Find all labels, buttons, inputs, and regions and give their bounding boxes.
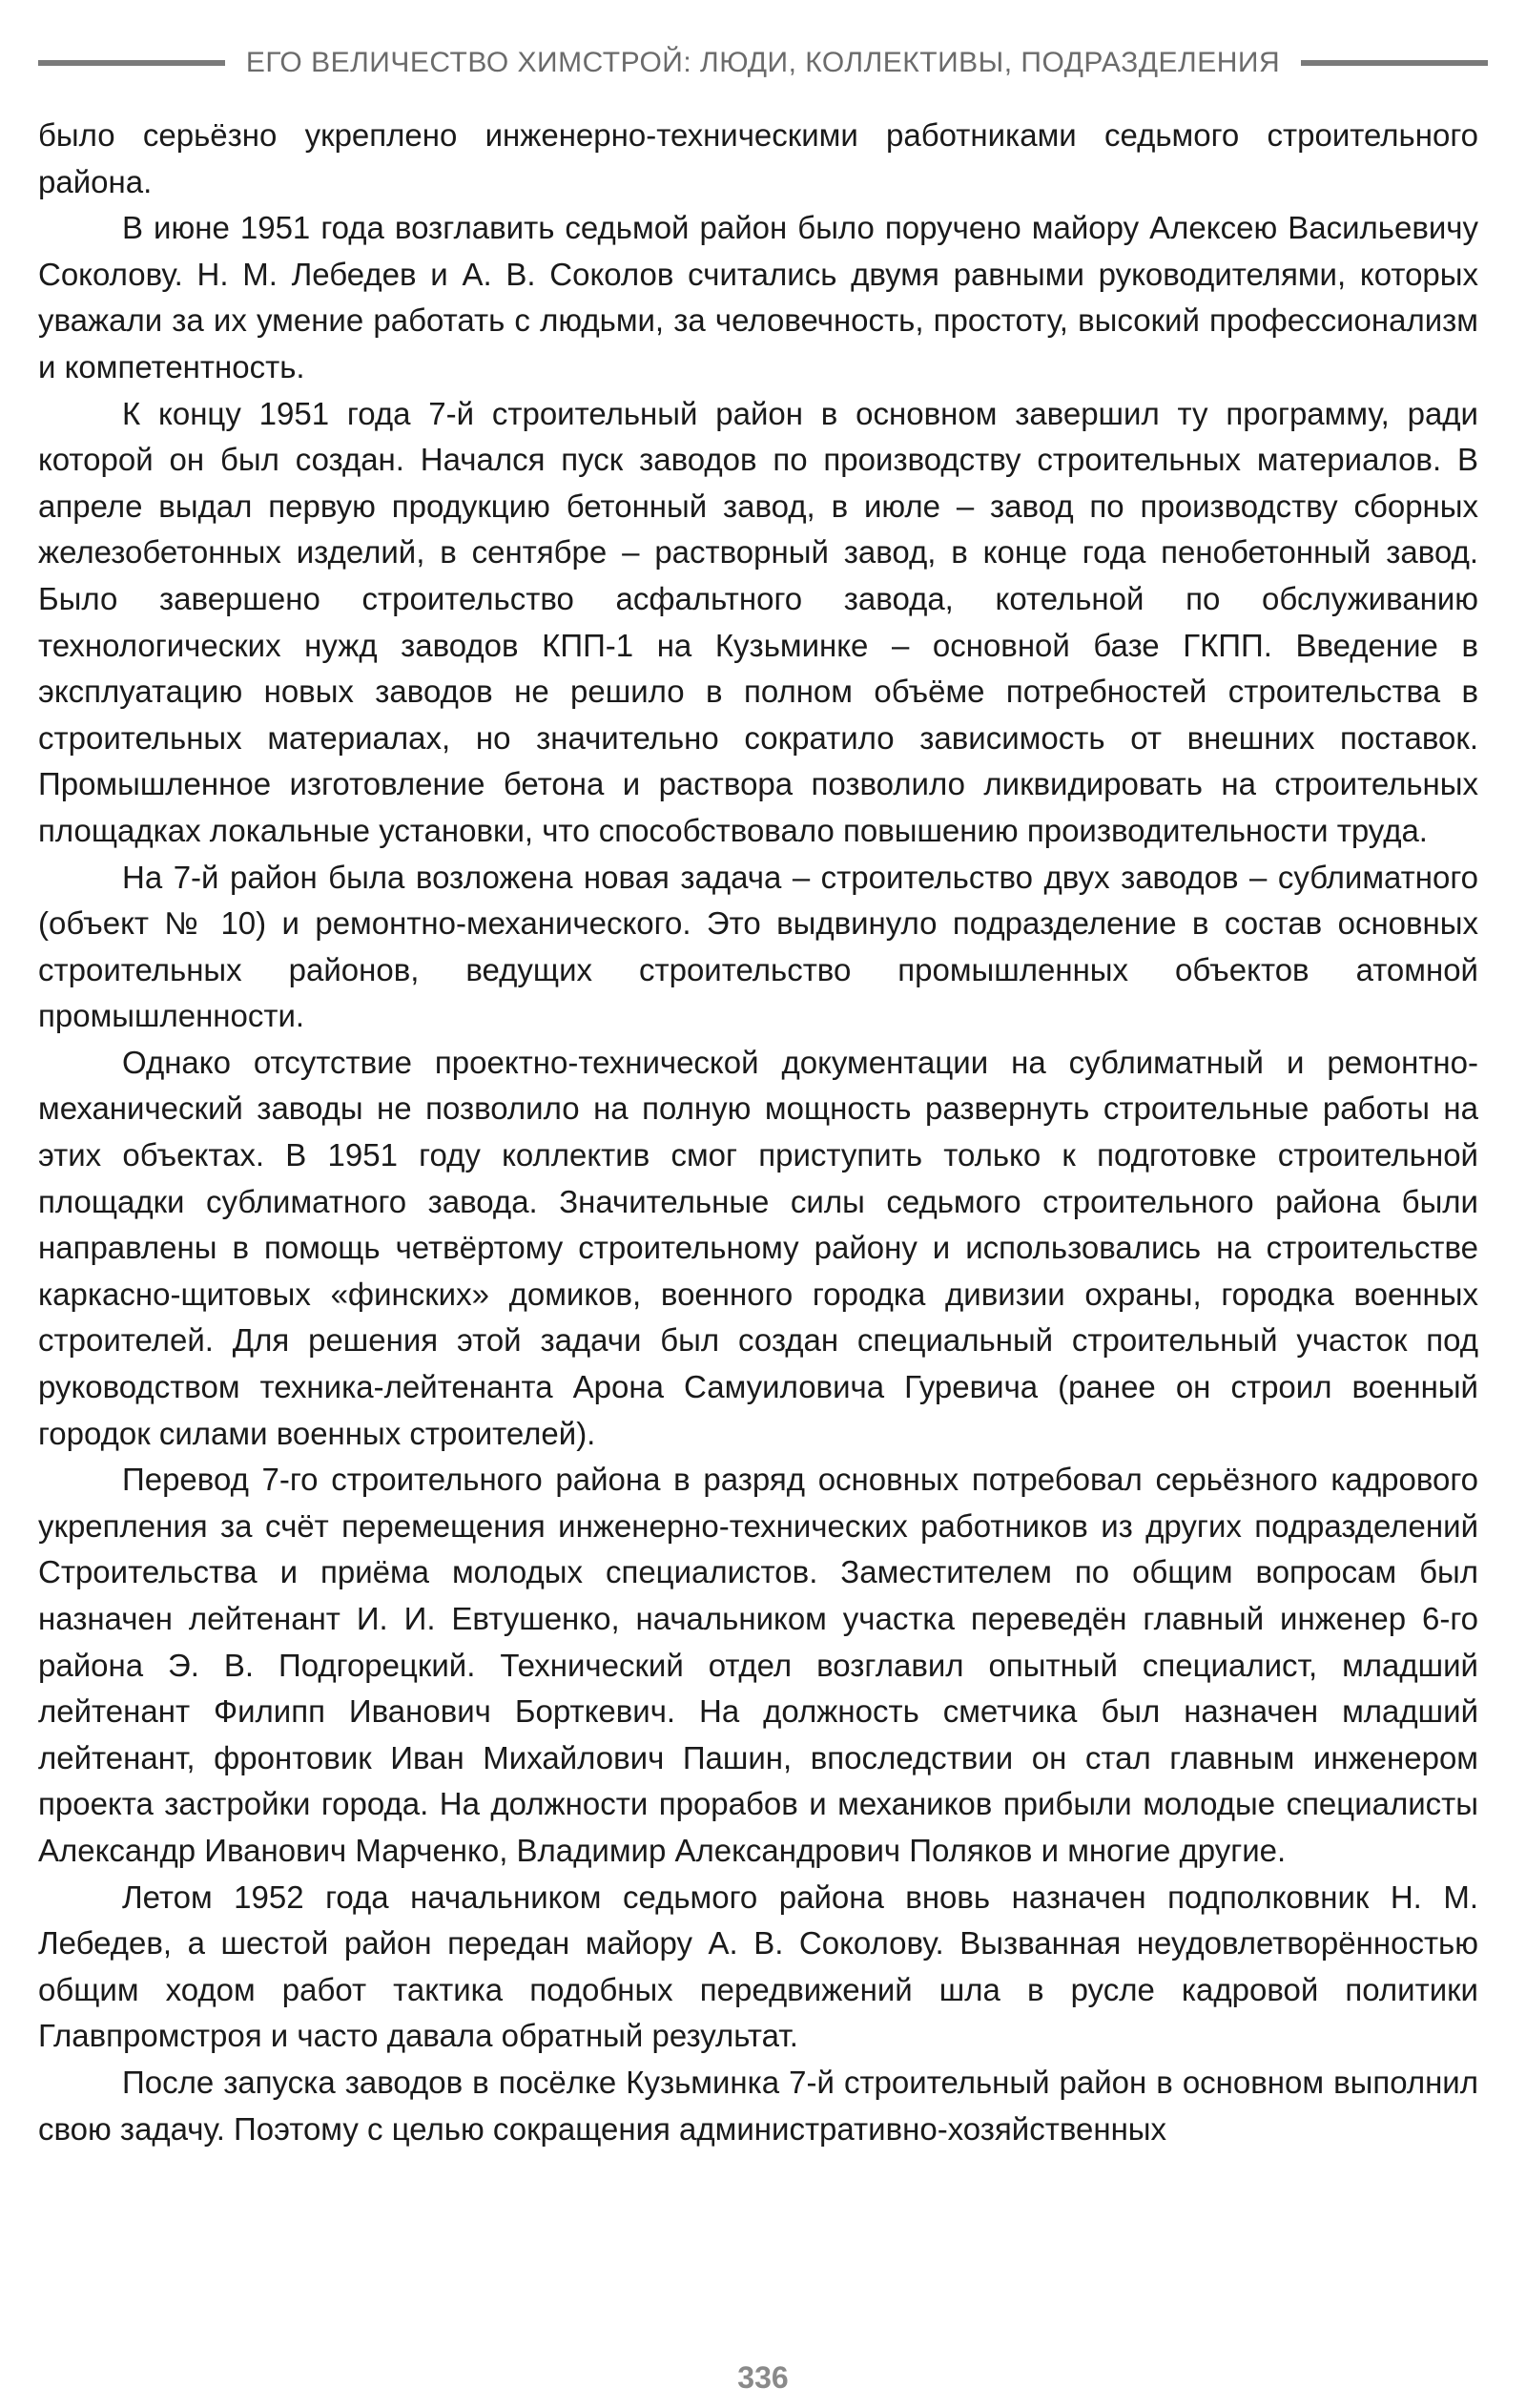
paragraph-7: Летом 1952 года начальником седьмого района вновь назначен подполковник Н. М. Лебедев, а шестой район передан майору А. В. Соколову. Вызванная неудовлетворённостью общим ходом работ тактика подобных передвижений шла в русле кадровой политики Главпромстроя и часто давала обратный результат. — [38, 1879, 1478, 2054]
paragraph-5: Однако отсутствие проектно-технической документации на сублиматный и ремонтно-механический заводы не позволило на полную мощность развернуть строительные работы на этих объектах. В 1951 году коллектив смог приступить только к подготовке строительной площадки сублиматного завода. Значительные силы седьмого строительного района были направлены в помощь четвёртому строительному району и использовались на строительстве каркасно-щитовых «финских» домиков, военного городка дивизии охраны, городка военных строителей. Для решения этой задачи был создан специальный строительный участок под руководством техника-лейтенанта Арона Самуиловича Гуревича (ранее он строил военный городок силами военных строителей). — [38, 1044, 1478, 1451]
header-title: ЕГО ВЕЛИЧЕСТВО ХИМСТРОЙ: ЛЮДИ, КОЛЛЕКТИВЫ, ПОДРАЗДЕЛЕНИЯ — [245, 47, 1281, 78]
paragraph-4: На 7-й район была возложена новая задача – строительство двух заводов – сублиматного (объект № 10) и ремонтно-механического. Это выдвинуло подразделение в состав основных строительных районов, ведущих строительство промышленных объектов атомной промышленности. — [38, 859, 1478, 1034]
running-header — [38, 42, 1488, 84]
paragraph-6: Перевод 7-го строительного района в разряд основных потребовал серьёзного кадрового укрепления за счёт перемещения инженерно-технических работников из других подразделений Строительства и приёма молодых специалистов. Заместителем по общим вопросам был назначен лейтенант И. И. Евтушенко, начальником участка переведён главный инженер 6-го района Э. В. Подгорецкий. Технический отдел возглавил опытный специалист, младший лейтенант Филипп Иванович Борткевич. На должность сметчика был назначен младший лейтенант, фронтовик Иван Михайлович Пашин, впоследствии он стал главным инженером проекта застройки города. На должности прорабов и механиков прибыли молодые специалисты Александр Иванович Марченко, Владимир Александрович Поляков и многие другие. — [38, 1462, 1478, 1868]
paragraph-3: К концу 1951 года 7-й строительный район в основном завершил ту программу, ради которой он был создан. Начался пуск заводов по производству строительных материалов. В апреле выдал первую продукцию бетонный завод, в июле – завод по производству сборных железобетонных изделий, в сентябре – растворный завод, в конце года пенобетонный завод. Было завершено строительство асфальтного завода, котельной по обслуживанию технологических нужд заводов КПП-1 на Кузьминке – основной базе ГКПП. Введение в эксплуатацию новых заводов не решило в полном объёме потребностей строительства в строительных материалах, но значительно сократило зависимость от внешних поставок. Промышленное изготовление бетона и раствора позволило ликвидировать на строительных площадках локальные установки, что способствовало повышению производительности труда. — [38, 395, 1478, 848]
paragraph-1: было серьёзно укреплено инженерно-техническими работниками седьмого строительного района. — [38, 117, 1478, 199]
paragraph-8: После запуска заводов в посёлке Кузьминка 7-й строительный район в основном выполнил свою задачу. Поэтому с целью сокращения административно-хозяйственных — [38, 2064, 1478, 2147]
header-rule-left — [38, 60, 225, 66]
paragraph-2: В июне 1951 года возглавить седьмой район было поручено майору Алексею Васильевичу Соколову. Н. М. Лебедев и А. В. Соколов считались двумя равными руководителями, которых уважали за их умение работать с людьми, за человечность, простоту, высокий профессионализм и компетентность. — [38, 210, 1478, 384]
header-rule-right — [1301, 60, 1488, 66]
body-text — [38, 113, 1478, 2152]
page-number: 336 — [737, 2360, 789, 2395]
